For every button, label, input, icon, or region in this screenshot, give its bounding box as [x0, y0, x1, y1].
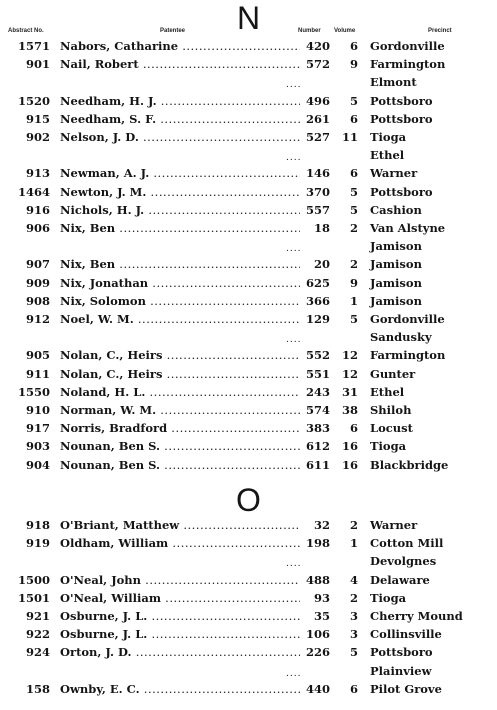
patentee-name: Nix, Solomon .....	[60, 292, 300, 310]
volume-number: 6	[349, 421, 358, 436]
abstract-number: 921	[25, 609, 50, 623]
volume-number: 5	[349, 93, 358, 108]
table-row	[0, 37, 497, 55]
precinct-name: Pottsboro	[370, 184, 433, 199]
dot-leader: ....	[286, 153, 302, 164]
dot-leader: ....	[286, 80, 302, 91]
abstract-number: 1571	[17, 39, 50, 53]
patent-number: 527	[300, 128, 330, 146]
volume-number: 5	[349, 645, 358, 660]
precinct-name: Pottsboro	[370, 111, 433, 126]
volume-number: 3	[349, 609, 358, 623]
patent-number: 612	[300, 437, 330, 455]
volume-number: 11	[341, 130, 358, 144]
abstract-number: 922	[25, 627, 50, 642]
volume-number: 12	[341, 348, 358, 363]
table-row	[0, 383, 497, 401]
precinct-name: Jamison	[370, 275, 422, 290]
patentee-name: Nounan, Ben S. .....	[60, 437, 300, 455]
table-row	[0, 274, 497, 292]
abstract-number: 902	[25, 130, 50, 144]
abstract-number: 909	[25, 275, 50, 290]
patent-number: 106	[300, 625, 330, 643]
volume-number: 6	[349, 111, 358, 126]
patent-number: 611	[300, 456, 330, 474]
dot-leader: ....	[286, 335, 302, 346]
volume-number: 6	[349, 681, 358, 696]
precinct-continuation: Devolgnes	[370, 554, 437, 569]
patent-number: 20	[300, 255, 330, 273]
continuation-row	[0, 73, 497, 91]
precinct-continuation: Jamison	[370, 239, 422, 254]
patentee-name: Norris, Bradford .....	[60, 419, 300, 437]
continuation-row	[0, 662, 497, 680]
patentee-name: Nix, Ben .....	[60, 255, 300, 273]
volume-number: 38	[341, 403, 358, 417]
volume-number: 2	[349, 518, 358, 532]
patentee-name: Nabors, Catharine .....	[60, 37, 300, 55]
table-row	[0, 607, 497, 625]
volume-number: 1	[349, 536, 358, 551]
abstract-number: 1464	[17, 184, 50, 199]
precinct-name: Van Alstyne	[370, 221, 446, 235]
abstract-number: 1501	[17, 590, 50, 605]
abstract-number: 912	[25, 312, 50, 326]
abstract-number: 911	[25, 366, 50, 381]
table-row	[0, 219, 497, 237]
table-row	[0, 92, 497, 110]
table-row	[0, 643, 497, 661]
abstract-number: 919	[25, 536, 50, 551]
patent-number: 625	[300, 274, 330, 292]
patentee-name: Newman, A. J. .....	[60, 164, 300, 182]
table-row	[0, 292, 497, 310]
volume-number: 1	[349, 293, 358, 308]
patentee-name: Osburne, J. L. .....	[60, 625, 300, 643]
table-row	[0, 183, 497, 201]
abstract-number: 906	[25, 221, 50, 235]
table-row	[0, 346, 497, 364]
precinct-name: Warner	[370, 166, 418, 181]
precinct-name: Pottsboro	[370, 93, 433, 108]
patentee-name: Orton, J. D. .....	[60, 643, 300, 661]
table-row	[0, 201, 497, 219]
table-row	[0, 516, 497, 534]
patent-number: 420	[300, 37, 330, 55]
column-header-abstract-no: Abstract No.	[8, 28, 44, 34]
patent-number: 18	[300, 219, 330, 237]
patentee-name: Nix, Ben .....	[60, 219, 300, 237]
table-row	[0, 310, 497, 328]
patentee-name: O'Neal, William .....	[60, 589, 300, 607]
precinct-name: Warner	[370, 518, 418, 532]
abstract-number: 924	[25, 645, 50, 660]
abstract-number: 158	[25, 681, 50, 696]
column-header-volume: Volume	[334, 28, 356, 34]
abstract-number: 915	[25, 111, 50, 126]
precinct-name: Tioga	[370, 439, 407, 454]
patent-number: 496	[300, 92, 330, 110]
dot-leader: ....	[286, 559, 302, 570]
volume-number: 5	[349, 202, 358, 217]
continuation-row	[0, 552, 497, 570]
abstract-number: 905	[25, 348, 50, 363]
abstract-number: 916	[25, 202, 50, 217]
dot-leader: ....	[286, 244, 302, 255]
patent-number: 243	[300, 383, 330, 401]
abstract-number: 908	[25, 293, 50, 308]
precinct-continuation: Ethel	[370, 148, 405, 163]
patentee-name: O'Neal, John .....	[60, 571, 300, 589]
volume-number: 9	[349, 57, 358, 72]
patentee-name: O'Briant, Matthew .....	[60, 516, 300, 534]
table-row	[0, 680, 497, 698]
volume-number: 5	[349, 312, 358, 326]
patentee-name: Nail, Robert .....	[60, 55, 300, 73]
patentee-name: Oldham, William .....	[60, 534, 300, 552]
precinct-name: Cherry Mound	[370, 609, 463, 623]
table-row	[0, 419, 497, 437]
patent-number: 551	[300, 365, 330, 383]
patent-number: 129	[300, 310, 330, 328]
table-row	[0, 164, 497, 182]
table-row	[0, 534, 497, 552]
column-header-patentee: Patentee	[160, 28, 186, 34]
table-row	[0, 55, 497, 73]
precinct-name: Cotton Mill	[370, 536, 444, 551]
section-letter-n: N	[236, 0, 261, 36]
patent-number: 552	[300, 346, 330, 364]
patentee-name: Norman, W. M. .....	[60, 401, 300, 419]
precinct-name: Collinsville	[370, 627, 442, 642]
volume-number: 2	[349, 221, 358, 235]
table-row	[0, 589, 497, 607]
patentee-name: Nichols, H. J. .....	[60, 201, 300, 219]
patentee-name: Needham, H. J. .....	[60, 92, 300, 110]
patentee-name: Needham, S. F. .....	[60, 110, 300, 128]
table-row	[0, 625, 497, 643]
patent-number: 440	[300, 680, 330, 698]
volume-number: 12	[341, 366, 358, 381]
patent-number: 261	[300, 110, 330, 128]
continuation-row	[0, 146, 497, 164]
precinct-name: Gordonville	[370, 312, 445, 326]
table-row	[0, 456, 497, 474]
precinct-continuation: Sandusky	[370, 330, 432, 345]
volume-number: 16	[341, 457, 358, 472]
continuation-row	[0, 237, 497, 255]
table-row	[0, 437, 497, 455]
patentee-name: Ownby, E. C. .....	[60, 680, 300, 698]
precinct-name: Tioga	[370, 590, 407, 605]
precinct-name: Ethel	[370, 384, 405, 399]
patent-number: 35	[300, 607, 330, 625]
abstract-number: 901	[25, 57, 50, 72]
column-header-precinct: Precinct	[428, 28, 452, 34]
precinct-name: Delaware	[370, 572, 430, 587]
dot-leader: ....	[286, 668, 302, 679]
abstract-number: 1550	[17, 384, 50, 399]
abstract-number: 1520	[17, 93, 50, 108]
precinct-name: Cashion	[370, 202, 422, 217]
table-row	[0, 571, 497, 589]
volume-number: 31	[341, 384, 358, 399]
patentee-name: Newton, J. M. .....	[60, 183, 300, 201]
patent-number: 572	[300, 55, 330, 73]
precinct-name: Jamison	[370, 257, 422, 272]
volume-number: 6	[349, 39, 358, 53]
continuation-row	[0, 328, 497, 346]
precinct-continuation: Elmont	[370, 75, 417, 90]
patentee-name: Noel, W. M. .....	[60, 310, 300, 328]
volume-number: 2	[349, 257, 358, 272]
column-header-number: Number	[298, 28, 321, 34]
patentee-name: Nolan, C., Heirs .....	[60, 365, 300, 383]
precinct-name: Gordonville	[370, 39, 445, 53]
volume-number: 5	[349, 184, 358, 199]
precinct-name: Pottsboro	[370, 645, 433, 660]
patent-number: 93	[300, 589, 330, 607]
section-letter-o: O	[236, 482, 261, 518]
table-row	[0, 365, 497, 383]
patent-number: 574	[300, 401, 330, 419]
precinct-name: Gunter	[370, 366, 416, 381]
precinct-name: Shiloh	[370, 403, 412, 417]
abstract-number: 918	[25, 518, 50, 532]
patent-number: 366	[300, 292, 330, 310]
patent-number: 370	[300, 183, 330, 201]
precinct-name: Farmington	[370, 348, 446, 363]
precinct-name: Farmington	[370, 57, 446, 72]
patent-number: 226	[300, 643, 330, 661]
abstract-number: 917	[25, 421, 50, 436]
abstract-number: 1500	[17, 572, 50, 587]
abstract-number: 913	[25, 166, 50, 181]
patentee-name: Nolan, C., Heirs .....	[60, 346, 300, 364]
precinct-name: Pilot Grove	[370, 681, 442, 696]
patentee-name: Nounan, Ben S. .....	[60, 456, 300, 474]
table-row	[0, 128, 497, 146]
patent-number: 488	[300, 571, 330, 589]
table-row	[0, 110, 497, 128]
volume-number: 3	[349, 627, 358, 642]
table-row	[0, 401, 497, 419]
patentee-name: Osburne, J. L. .....	[60, 607, 300, 625]
volume-number: 4	[349, 572, 358, 587]
precinct-name: Blackbridge	[370, 457, 449, 472]
abstract-number: 903	[25, 439, 50, 454]
patent-number: 198	[300, 534, 330, 552]
volume-number: 16	[341, 439, 358, 454]
volume-number: 6	[349, 166, 358, 181]
patent-number: 32	[300, 516, 330, 534]
volume-number: 2	[349, 590, 358, 605]
precinct-name: Tioga	[370, 130, 407, 144]
patentee-name: Noland, H. L. .....	[60, 383, 300, 401]
abstract-number: 907	[25, 257, 50, 272]
precinct-name: Locust	[370, 421, 413, 436]
patentee-name: Nix, Jonathan .....	[60, 274, 300, 292]
patent-number: 557	[300, 201, 330, 219]
precinct-continuation: Plainview	[370, 663, 432, 678]
patent-number: 383	[300, 419, 330, 437]
abstract-number: 910	[25, 403, 50, 417]
abstract-number: 904	[25, 457, 50, 472]
patent-number: 146	[300, 164, 330, 182]
volume-number: 9	[349, 275, 358, 290]
precinct-name: Jamison	[370, 293, 422, 308]
table-row	[0, 255, 497, 273]
patentee-name: Nelson, J. D. .....	[60, 128, 300, 146]
